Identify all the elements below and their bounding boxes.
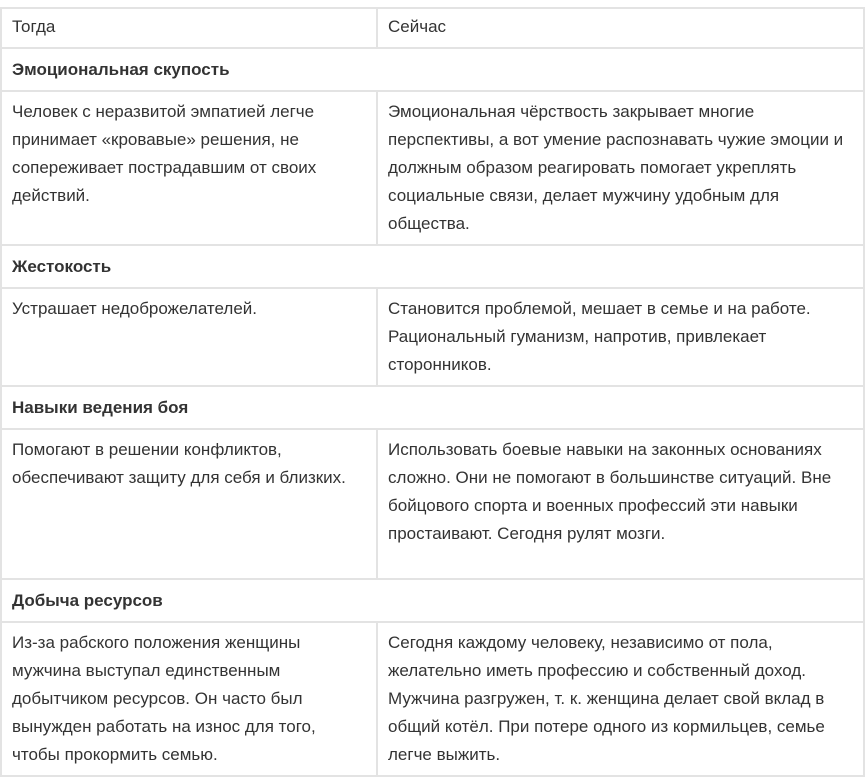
section-title: Навыки ведения боя: [1, 386, 864, 429]
cell-then: Устрашает недоброжелателей.: [1, 288, 377, 386]
header-then: Тогда: [1, 8, 377, 48]
table-row: [1, 91, 864, 245]
cell-then: Помогают в решении конфликтов, обеспечивают защиту для себя и близких.: [1, 429, 377, 579]
section-row: [1, 48, 864, 91]
section-title: Жестокость: [1, 245, 864, 288]
cell-now: Использовать боевые навыки на законных основаниях сложно. Они не помогают в большинстве ситуаций. Вне бойцового спорта и военных профессий эти навыки простаивают. Сегодня рулят мозги.: [377, 429, 864, 579]
cell-then: Из-за рабского положения женщины мужчина выступал единственным добытчиком ресурсов. Он часто был вынужден работать на износ для того, чтобы прокормить семью.: [1, 622, 377, 776]
header-now: Сейчас: [377, 8, 864, 48]
comparison-table: [0, 7, 865, 777]
section-row: [1, 579, 864, 622]
table-header-row: [1, 8, 864, 48]
cell-then: Человек с неразвитой эмпатией легче принимает «кровавые» решения, не сопереживает пострадавшим от своих действий.: [1, 91, 377, 245]
section-title: Эмоциональная скупость: [1, 48, 864, 91]
section-row: [1, 245, 864, 288]
cell-now: Становится проблемой, мешает в семье и на работе. Рациональный гуманизм, напротив, привлекает сторонников.: [377, 288, 864, 386]
table-row: [1, 429, 864, 579]
cell-now: Сегодня каждому человеку, независимо от пола, желательно иметь профессию и собственный доход. Мужчина разгружен, т. к. женщина делает свой вклад в общий котёл. При потере одного из кормильцев, семье легче выжить.: [377, 622, 864, 776]
table-row: [1, 622, 864, 776]
table-row: [1, 288, 864, 386]
cell-now: Эмоциональная чёрствость закрывает многие перспективы, а вот умение распознавать чужие эмоции и должным образом реагировать помогает укреплять социальные связи, делает мужчину удобным для общества.: [377, 91, 864, 245]
section-row: [1, 386, 864, 429]
section-title: Добыча ресурсов: [1, 579, 864, 622]
